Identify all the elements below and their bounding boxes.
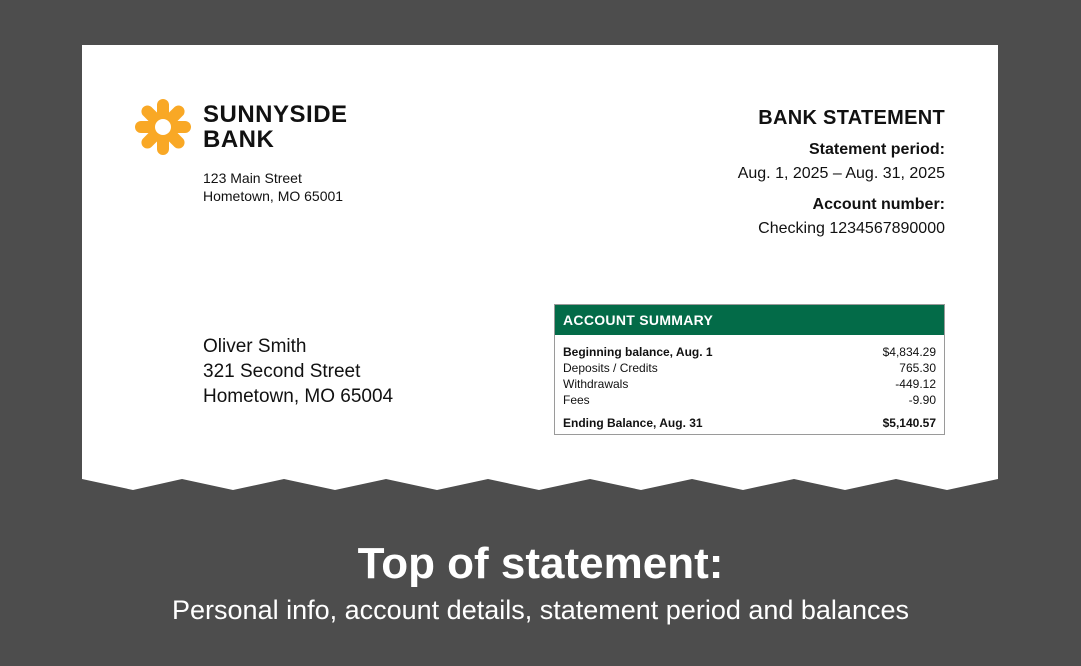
- summary-row-label: Fees: [563, 393, 590, 407]
- statement-title: BANK STATEMENT: [758, 107, 945, 129]
- customer-address-line1: 321 Second Street: [203, 361, 361, 382]
- summary-row-value: $4,834.29: [882, 345, 936, 359]
- summary-row-value: -9.90: [908, 393, 936, 407]
- bank-address: [203, 169, 343, 205]
- account-summary-title: ACCOUNT SUMMARY: [555, 305, 944, 335]
- bank-name-line2: BANK: [203, 126, 275, 153]
- summary-row-beginning-balance: [563, 344, 936, 360]
- caption-subtitle: Personal info, account details, statement period and balances: [172, 595, 909, 625]
- customer-address-block: [203, 334, 393, 409]
- summary-row-ending-balance: [563, 415, 936, 431]
- statement-period-value: Aug. 1, 2025 – Aug. 31, 2025: [737, 165, 945, 182]
- summary-row-label: Deposits / Credits: [563, 361, 658, 375]
- bank-address-line2: Hometown, MO 65001: [203, 188, 344, 204]
- bank-name: [203, 102, 348, 152]
- summary-row-value: 765.30: [899, 361, 936, 375]
- summary-row-value: $5,140.57: [882, 416, 936, 430]
- account-number-value: Checking 1234567890000: [758, 220, 945, 237]
- customer-name: Oliver Smith: [203, 336, 307, 357]
- account-summary-box: [554, 304, 945, 435]
- bank-address-line1: 123 Main Street: [203, 170, 302, 186]
- sunflower-icon: [135, 99, 191, 155]
- summary-row-value: -449.12: [895, 377, 936, 391]
- summary-row-fees: [563, 392, 936, 408]
- summary-row-deposits: [563, 360, 936, 376]
- summary-row-label: Ending Balance, Aug. 31: [563, 416, 703, 430]
- summary-row-withdrawals: [563, 376, 936, 392]
- summary-row-label: Beginning balance, Aug. 1: [563, 345, 713, 359]
- account-number-label: Account number:: [812, 196, 945, 213]
- customer-address-line2: Hometown, MO 65004: [203, 386, 394, 407]
- bank-name-line1: SUNNYSIDE: [203, 101, 348, 128]
- summary-row-label: Withdrawals: [563, 377, 629, 391]
- statement-period-label: Statement period:: [808, 141, 945, 158]
- caption-title: Top of statement:: [357, 539, 724, 588]
- statement-info: [738, 106, 945, 240]
